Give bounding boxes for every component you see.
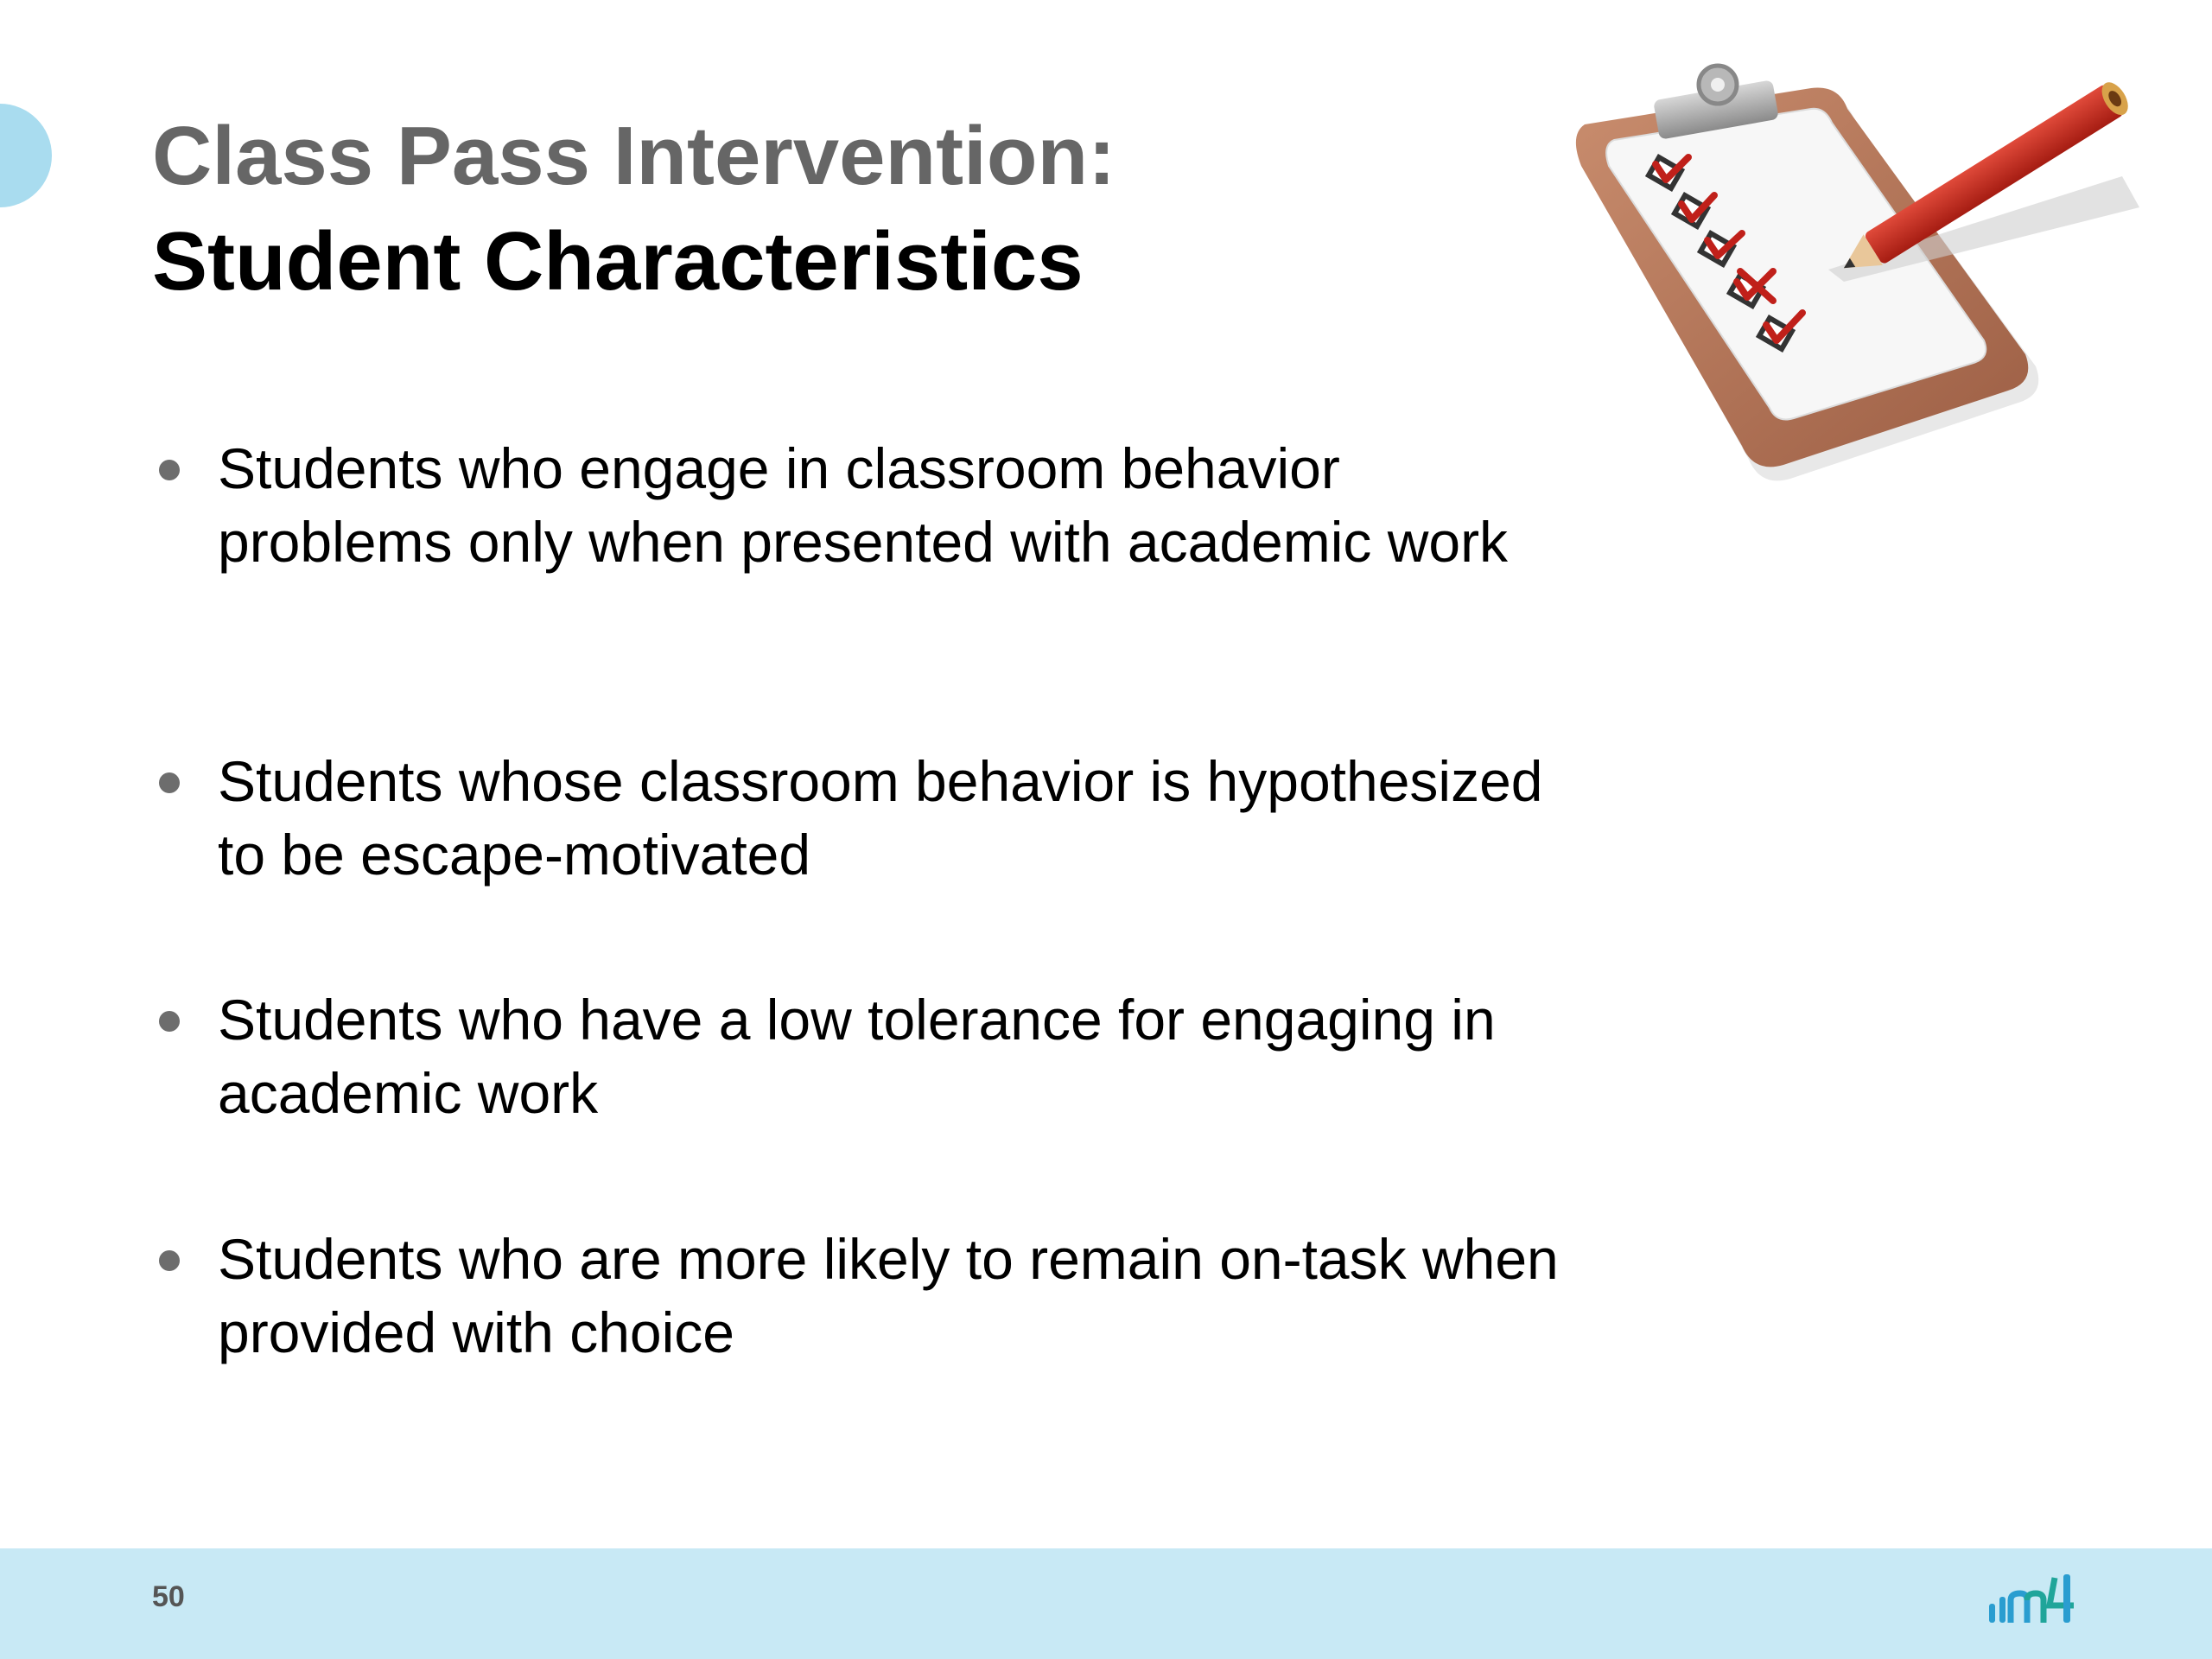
im4-logo bbox=[1987, 1569, 2108, 1630]
accent-circle bbox=[0, 104, 52, 207]
clipboard-checklist-icon bbox=[1569, 55, 2174, 513]
bullet-item bbox=[152, 432, 1566, 579]
bullet-text: Students whose classroom behavior is hypothesized to be escape-motivated bbox=[218, 749, 1543, 887]
bullet-text: Students who are more likely to remain on-task when provided with choice bbox=[218, 1227, 1559, 1364]
slide-subtitle: Student Characteristics bbox=[152, 215, 1084, 308]
bullet-dot-icon bbox=[159, 460, 180, 480]
bullet-text: Students who engage in classroom behavior problems only when presented with academic work bbox=[218, 436, 1509, 574]
bullet-item bbox=[152, 1223, 1687, 1370]
bullet-text: Students who have a low tolerance for engaging in academic work bbox=[218, 988, 1496, 1125]
bullet-dot-icon bbox=[159, 1250, 180, 1271]
bullet-item bbox=[152, 983, 1704, 1130]
slide-title: Class Pass Intervention: bbox=[152, 110, 1116, 202]
bullet-dot-icon bbox=[159, 1011, 180, 1032]
page-number: 50 bbox=[152, 1580, 185, 1613]
footer-bar bbox=[0, 1548, 2212, 1659]
bullet-dot-icon bbox=[159, 772, 180, 793]
bullet-item bbox=[152, 745, 1566, 892]
